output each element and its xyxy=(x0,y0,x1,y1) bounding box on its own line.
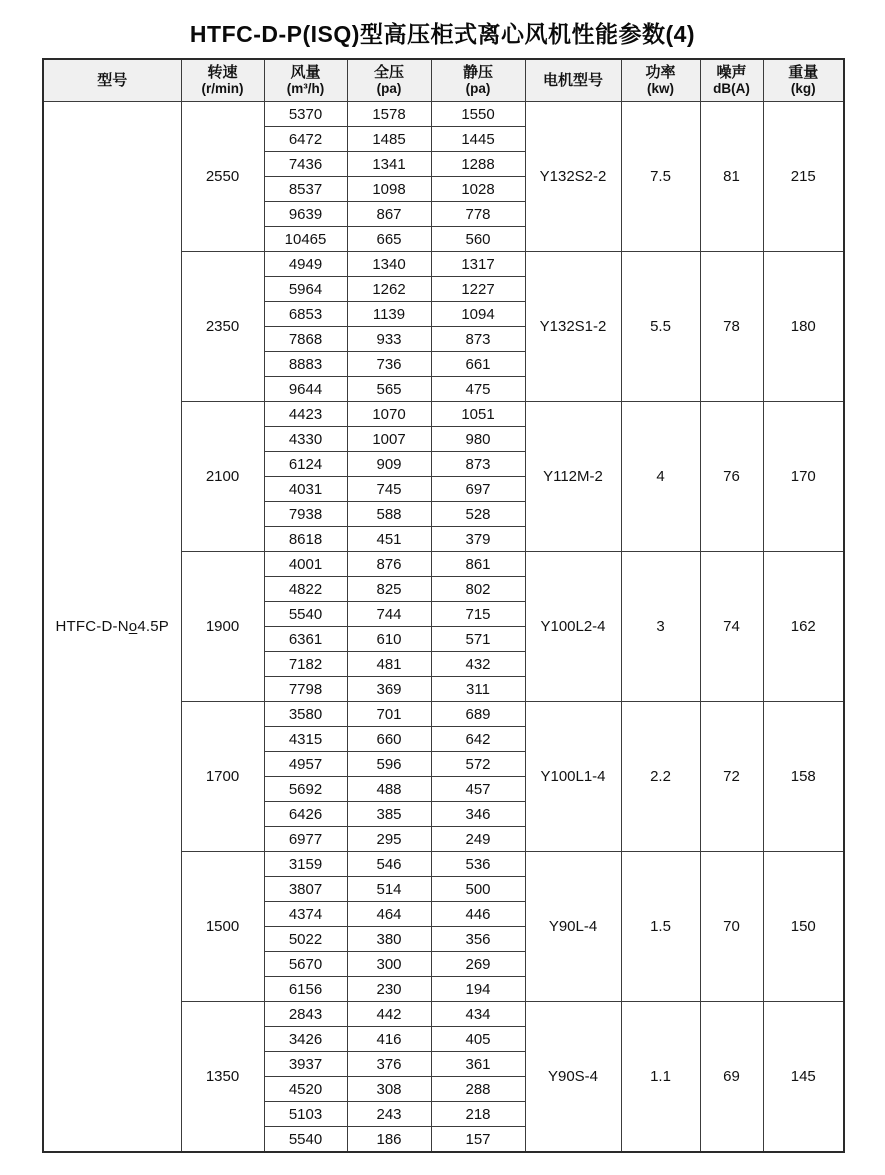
cell-airflow: 9644 xyxy=(264,377,347,402)
table-header-row xyxy=(43,59,844,102)
cell-airflow: 6156 xyxy=(264,977,347,1002)
cell-total-pressure: 610 xyxy=(347,627,431,652)
cell-total-pressure: 1262 xyxy=(347,277,431,302)
cell-static-pressure: 1028 xyxy=(431,177,525,202)
cell-static-pressure: 356 xyxy=(431,927,525,952)
cell-total-pressure: 514 xyxy=(347,877,431,902)
cell-speed: 2350 xyxy=(181,252,264,402)
cell-power: 2.2 xyxy=(621,702,700,852)
cell-airflow: 4001 xyxy=(264,552,347,577)
cell-static-pressure: 1288 xyxy=(431,152,525,177)
cell-airflow: 6472 xyxy=(264,127,347,152)
cell-static-pressure: 642 xyxy=(431,727,525,752)
cell-motor-model: Y90S-4 xyxy=(525,1002,621,1153)
cell-airflow: 4423 xyxy=(264,402,347,427)
col-header-airflow: 风量 (m³/h) xyxy=(264,59,347,102)
col-header-total-pressure: 全压 (pa) xyxy=(347,59,431,102)
cell-power: 1.1 xyxy=(621,1002,700,1153)
cell-airflow: 6977 xyxy=(264,827,347,852)
cell-speed: 2100 xyxy=(181,402,264,552)
cell-airflow: 3159 xyxy=(264,852,347,877)
cell-airflow: 5964 xyxy=(264,277,347,302)
cell-static-pressure: 157 xyxy=(431,1127,525,1153)
cell-airflow: 9639 xyxy=(264,202,347,227)
cell-total-pressure: 1485 xyxy=(347,127,431,152)
col-header-speed: 转速 (r/min) xyxy=(181,59,264,102)
cell-static-pressure: 446 xyxy=(431,902,525,927)
cell-airflow: 3426 xyxy=(264,1027,347,1052)
cell-total-pressure: 308 xyxy=(347,1077,431,1102)
cell-airflow: 10465 xyxy=(264,227,347,252)
cell-noise: 81 xyxy=(700,102,763,252)
cell-airflow: 4520 xyxy=(264,1077,347,1102)
cell-total-pressure: 546 xyxy=(347,852,431,877)
cell-airflow: 8883 xyxy=(264,352,347,377)
cell-airflow: 5103 xyxy=(264,1102,347,1127)
cell-static-pressure: 194 xyxy=(431,977,525,1002)
cell-static-pressure: 861 xyxy=(431,552,525,577)
cell-airflow: 2843 xyxy=(264,1002,347,1027)
cell-airflow: 3580 xyxy=(264,702,347,727)
cell-static-pressure: 361 xyxy=(431,1052,525,1077)
cell-total-pressure: 1578 xyxy=(347,102,431,127)
col-header-model: 型号 xyxy=(43,59,181,102)
cell-weight: 150 xyxy=(763,852,844,1002)
cell-speed: 1350 xyxy=(181,1002,264,1153)
cell-model xyxy=(43,102,181,1153)
cell-airflow: 6124 xyxy=(264,452,347,477)
cell-airflow: 5370 xyxy=(264,102,347,127)
cell-static-pressure: 500 xyxy=(431,877,525,902)
cell-weight: 215 xyxy=(763,102,844,252)
cell-airflow: 8537 xyxy=(264,177,347,202)
cell-total-pressure: 416 xyxy=(347,1027,431,1052)
cell-weight: 145 xyxy=(763,1002,844,1153)
cell-static-pressure: 778 xyxy=(431,202,525,227)
table-row xyxy=(43,102,844,127)
cell-airflow: 5540 xyxy=(264,1127,347,1153)
cell-total-pressure: 451 xyxy=(347,527,431,552)
model-suffix: 4.5P xyxy=(137,618,169,635)
cell-power: 5.5 xyxy=(621,252,700,402)
cell-static-pressure: 689 xyxy=(431,702,525,727)
cell-power: 4 xyxy=(621,402,700,552)
cell-airflow: 7938 xyxy=(264,502,347,527)
cell-total-pressure: 736 xyxy=(347,352,431,377)
cell-airflow: 4315 xyxy=(264,727,347,752)
cell-airflow: 7182 xyxy=(264,652,347,677)
cell-total-pressure: 230 xyxy=(347,977,431,1002)
cell-static-pressure: 572 xyxy=(431,752,525,777)
cell-total-pressure: 1007 xyxy=(347,427,431,452)
cell-static-pressure: 1094 xyxy=(431,302,525,327)
cell-speed: 1700 xyxy=(181,702,264,852)
cell-weight: 180 xyxy=(763,252,844,402)
cell-airflow: 4822 xyxy=(264,577,347,602)
cell-static-pressure: 311 xyxy=(431,677,525,702)
cell-total-pressure: 596 xyxy=(347,752,431,777)
cell-airflow: 7868 xyxy=(264,327,347,352)
cell-static-pressure: 802 xyxy=(431,577,525,602)
cell-airflow: 8618 xyxy=(264,527,347,552)
cell-total-pressure: 933 xyxy=(347,327,431,352)
cell-total-pressure: 825 xyxy=(347,577,431,602)
cell-airflow: 3807 xyxy=(264,877,347,902)
col-header-noise: 噪声 dB(A) xyxy=(700,59,763,102)
col-header-motor-model: 电机型号 xyxy=(525,59,621,102)
col-header-static-pressure: 静压 (pa) xyxy=(431,59,525,102)
cell-speed: 2550 xyxy=(181,102,264,252)
cell-weight: 158 xyxy=(763,702,844,852)
cell-static-pressure: 571 xyxy=(431,627,525,652)
col-header-weight: 重量 (kg) xyxy=(763,59,844,102)
cell-airflow: 3937 xyxy=(264,1052,347,1077)
page-title: HTFC-D-P(ISQ)型高压柜式离心风机性能参数(4) xyxy=(189,21,696,47)
cell-total-pressure: 380 xyxy=(347,927,431,952)
cell-static-pressure: 218 xyxy=(431,1102,525,1127)
cell-static-pressure: 1550 xyxy=(431,102,525,127)
cell-airflow: 7436 xyxy=(264,152,347,177)
cell-airflow: 6853 xyxy=(264,302,347,327)
cell-static-pressure: 434 xyxy=(431,1002,525,1027)
cell-total-pressure: 876 xyxy=(347,552,431,577)
cell-static-pressure: 536 xyxy=(431,852,525,877)
cell-static-pressure: 249 xyxy=(431,827,525,852)
cell-total-pressure: 376 xyxy=(347,1052,431,1077)
cell-weight: 162 xyxy=(763,552,844,702)
cell-total-pressure: 481 xyxy=(347,652,431,677)
cell-speed: 1500 xyxy=(181,852,264,1002)
cell-airflow: 4330 xyxy=(264,427,347,452)
cell-static-pressure: 1317 xyxy=(431,252,525,277)
cell-static-pressure: 269 xyxy=(431,952,525,977)
cell-total-pressure: 565 xyxy=(347,377,431,402)
cell-total-pressure: 464 xyxy=(347,902,431,927)
cell-noise: 69 xyxy=(700,1002,763,1153)
cell-total-pressure: 186 xyxy=(347,1127,431,1153)
cell-weight: 170 xyxy=(763,402,844,552)
cell-total-pressure: 488 xyxy=(347,777,431,802)
cell-airflow: 4949 xyxy=(264,252,347,277)
cell-static-pressure: 288 xyxy=(431,1077,525,1102)
cell-noise: 76 xyxy=(700,402,763,552)
cell-noise: 74 xyxy=(700,552,763,702)
cell-motor-model: Y132S2-2 xyxy=(525,102,621,252)
cell-power: 1.5 xyxy=(621,852,700,1002)
cell-total-pressure: 701 xyxy=(347,702,431,727)
cell-total-pressure: 745 xyxy=(347,477,431,502)
cell-noise: 78 xyxy=(700,252,763,402)
cell-motor-model: Y100L2-4 xyxy=(525,552,621,702)
model-prefix: HTFC-D-N xyxy=(55,618,129,635)
cell-total-pressure: 369 xyxy=(347,677,431,702)
cell-total-pressure: 1098 xyxy=(347,177,431,202)
cell-static-pressure: 379 xyxy=(431,527,525,552)
cell-airflow: 5692 xyxy=(264,777,347,802)
cell-power: 3 xyxy=(621,552,700,702)
cell-total-pressure: 1340 xyxy=(347,252,431,277)
cell-static-pressure: 873 xyxy=(431,452,525,477)
cell-static-pressure: 873 xyxy=(431,327,525,352)
cell-total-pressure: 665 xyxy=(347,227,431,252)
cell-static-pressure: 980 xyxy=(431,427,525,452)
cell-noise: 70 xyxy=(700,852,763,1002)
cell-motor-model: Y100L1-4 xyxy=(525,702,621,852)
cell-static-pressure: 715 xyxy=(431,602,525,627)
cell-total-pressure: 1341 xyxy=(347,152,431,177)
cell-static-pressure: 475 xyxy=(431,377,525,402)
cell-static-pressure: 697 xyxy=(431,477,525,502)
table-body xyxy=(43,102,844,1153)
cell-total-pressure: 442 xyxy=(347,1002,431,1027)
cell-motor-model: Y132S1-2 xyxy=(525,252,621,402)
cell-static-pressure: 661 xyxy=(431,352,525,377)
cell-airflow: 4374 xyxy=(264,902,347,927)
cell-total-pressure: 1070 xyxy=(347,402,431,427)
cell-static-pressure: 528 xyxy=(431,502,525,527)
cell-airflow: 4957 xyxy=(264,752,347,777)
cell-total-pressure: 1139 xyxy=(347,302,431,327)
cell-static-pressure: 346 xyxy=(431,802,525,827)
col-header-power: 功率 (kw) xyxy=(621,59,700,102)
cell-total-pressure: 744 xyxy=(347,602,431,627)
cell-total-pressure: 867 xyxy=(347,202,431,227)
cell-power: 7.5 xyxy=(621,102,700,252)
cell-static-pressure: 1445 xyxy=(431,127,525,152)
fan-spec-table xyxy=(42,58,845,1153)
cell-airflow: 5540 xyxy=(264,602,347,627)
cell-airflow: 4031 xyxy=(264,477,347,502)
model-no-mark: o xyxy=(128,618,138,635)
cell-total-pressure: 588 xyxy=(347,502,431,527)
cell-total-pressure: 909 xyxy=(347,452,431,477)
cell-total-pressure: 300 xyxy=(347,952,431,977)
cell-airflow: 6426 xyxy=(264,802,347,827)
cell-airflow: 5670 xyxy=(264,952,347,977)
cell-airflow: 7798 xyxy=(264,677,347,702)
cell-total-pressure: 295 xyxy=(347,827,431,852)
cell-total-pressure: 385 xyxy=(347,802,431,827)
cell-static-pressure: 1051 xyxy=(431,402,525,427)
cell-motor-model: Y112M-2 xyxy=(525,402,621,552)
cell-motor-model: Y90L-4 xyxy=(525,852,621,1002)
cell-airflow: 6361 xyxy=(264,627,347,652)
cell-static-pressure: 560 xyxy=(431,227,525,252)
cell-total-pressure: 243 xyxy=(347,1102,431,1127)
cell-static-pressure: 457 xyxy=(431,777,525,802)
cell-total-pressure: 660 xyxy=(347,727,431,752)
cell-static-pressure: 432 xyxy=(431,652,525,677)
cell-static-pressure: 1227 xyxy=(431,277,525,302)
cell-speed: 1900 xyxy=(181,552,264,702)
cell-airflow: 5022 xyxy=(264,927,347,952)
cell-static-pressure: 405 xyxy=(431,1027,525,1052)
cell-noise: 72 xyxy=(700,702,763,852)
